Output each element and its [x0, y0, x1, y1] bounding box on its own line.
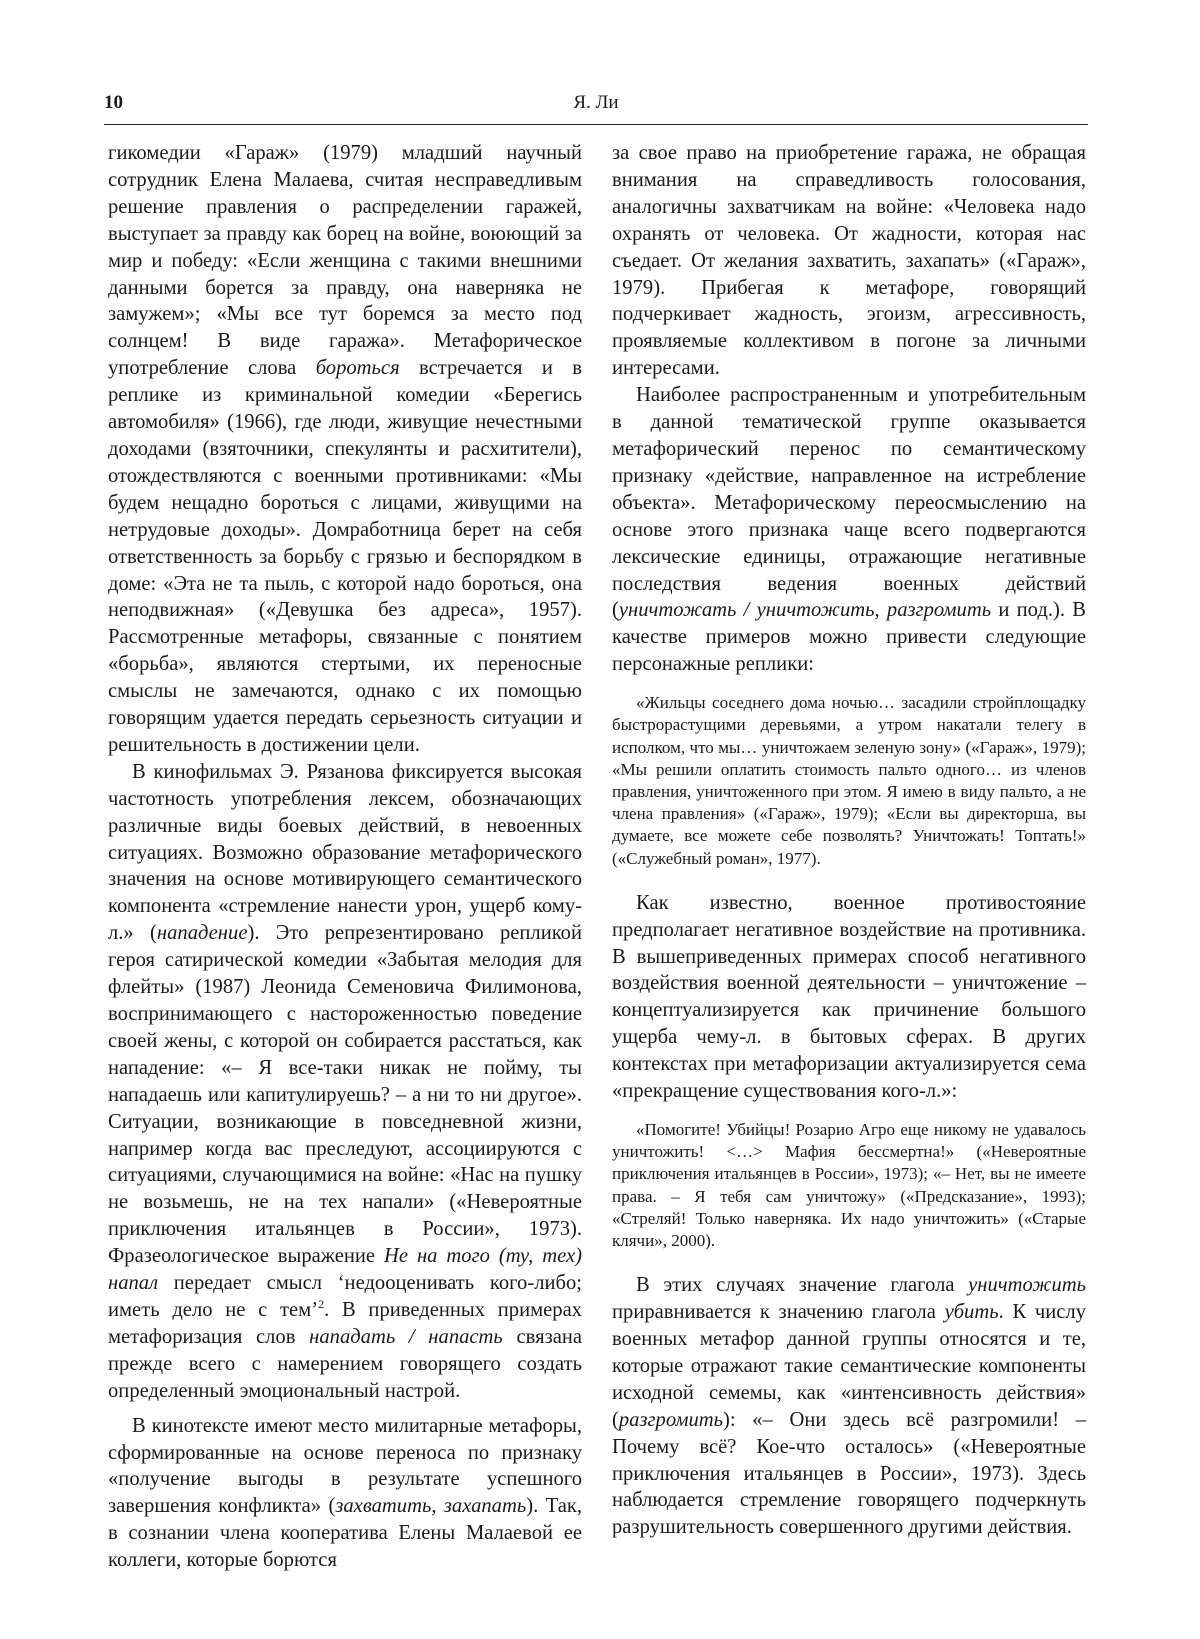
- left-column: [108, 140, 582, 1574]
- italic-term: нападать / напасть: [309, 1325, 503, 1348]
- page-header: [104, 92, 1088, 125]
- right-column: [612, 140, 1086, 1541]
- block-quote: «Помогите! Убийцы! Розарио Агро еще никому не удавалось уничтожить! <…> Мафия бессмертна!» («Невероятные приключения итальянцев в России», 1973); «– Нет, вы не имеете права. – Я тебя сам уничтожу» («Предсказание», 1993); «Стреляй! Только наверняка. Их надо уничтожить» («Старые клячи», 2000).: [612, 1120, 1086, 1251]
- italic-term: бороться: [315, 357, 400, 380]
- paragraph: В кинотексте имеют место милитарные метафоры, сформированные на основе переноса по признаку «получение выгоды в результате успешного завершения конфликта» (захватить, захапать). Так, в сознании члена кооператива Елены Малаевой ее коллеги, которые борются: [108, 1414, 582, 1572]
- paragraph: В этих случаях значение глагола уничтожить приравнивается к значению глагола убить. К числу военных метафор данной группы относятся и те, которые отражают такие семантические компоненты исходной семемы, как «интенсивность действия» (разгромить): «– Они здесь всё разгромили! – Почему всё? Кое-что осталось» («Невероятные приключения итальянцев в России», 1973). Здесь наблюдается стремление говорящего подчеркнуть разрушительность совершенного другими действия.: [612, 1274, 1086, 1539]
- italic-term: нападение: [156, 922, 248, 945]
- paragraph: В кинофильмах Э. Рязанова фиксируется высокая частотность употребления лексем, обозначающих различные виды боевых действий, в невоенных ситуациях. Возможно образование метафорического значения на основе мотивирующего семантического компонента «стремление нанести урон, ущерб кому-л.» (нападение). Это репрезентировано репликой героя сатирической комедии «Забытая мелодия для флейты» (1987) Леонида Семеновича Филимонова, воспринимающего с настороженностью поведение своей жены, с которой он собирается расстаться, как нападение: «– Я все-таки никак не пойму, ты нападаешь или капитулируешь? – а ни то ни другое». Ситуации, возникающие в повседневной жизни, например когда вас преследуют, ассоциируются с ситуациями, случающимися на войне: «Нас на пушку не возьмешь, не на тех напали» («Невероятные приключения итальянцев в России», 1973). Фразеологическое выражение Не на того (ту, тех) напал передает смысл ‘недооценивать кого-либо; иметь дело не с тем’$^2$. В приведенных примерах метафоризация слов нападать / напасть связана прежде всего с намерением говорящего создать определенный эмоциональный настрой.: [108, 760, 583, 1402]
- running-head-author: Я. Ли: [573, 92, 619, 113]
- italic-term: уничтожать / уничтожить, разгромить: [618, 599, 992, 622]
- block-quote: «Жильцы соседнего дома ночью… засадили стройплощадку быстрорастущими деревьями, а утром накатали телегу в исполком, что мы… уничтожаем зеленую зону» («Гараж», 1979); «Мы решили оплатить стоимость пальто одного… из членов правления, уничтоженного при этом. Я имею в виду пальто, а не члена правления» («Гараж», 1979); «Если вы директорша, вы думаете, все можете себе позволять? Уничтожать! Топтать!» («Служебный роман», 1977).: [612, 693, 1086, 868]
- paragraph: Наиболее распространенным и употребительным в данной тематической группе оказывается метафорический перенос по семантическому признаку «действие, направленное на истребление объекта». Метафорическому переосмыслению на основе этого признака чаще всего подвергаются лексические единицы, отражающие негативные последствия ведения военных действий (уничтожать / уничтожить, разгромить и под.). В качестве примеров можно привести следующие персонажные реплики:: [612, 384, 1086, 676]
- italic-term: убить: [944, 1301, 999, 1324]
- paragraph: Как известно, военное противостояние предполагает негативное воздействие на противника. В вышеприведенных примерах способ негативного воздействия военной деятельности – уничтожение – концептуализируется как причинение большого ущерба чему-л. в бытовых сферах. В других контекстах при метафоризации актуализируется сема «прекращение существования кого-л.»:: [612, 891, 1086, 1103]
- paragraph: за свое право на приобретение гаража, не обращая внимания на справедливость голосования, аналогичны захватчикам на войне: «Человека надо охранять от человека. От жадности, которая нас съедает. От желания захватить, захапать» («Гараж», 1979). Прибегая к метафоре, говорящий подчеркивает жадность, эгоизм, агрессивность, проявляемые коллективом в погоне за личными интересами.: [612, 142, 1086, 380]
- italic-term: уничтожить: [968, 1274, 1086, 1297]
- paragraph: гикомедии «Гараж» (1979) младший научный сотрудник Елена Малаева, считая несправедливым решение правления о распределении гаражей, выступает за правду как борец на войне, воюющий за мир и победу: «Если женщина с такими внешними данными борется за правду, она наверняка не замужем»; «Мы все тут боремся за место под солнцем! В виде гаража». Метафорическое употребление слова бороться встречается и в реплике из криминальной комедии «Берегись автомобиля» (1966), где люди, живущие нечестными доходами (взяточники, спекулянты и расхитители), отождествляются с военными противниками: «Мы будем нещадно бороться с лицами, живущими на нетрудовые доходы». Домработница берет на себя ответственность за борьбу с грязью и беспорядком в доме: «Эта не та пыль, с которой надо бороться, она неподвижная» («Девушка без адреса», 1957). Рассмотренные метафоры, связанные с понятием «борьба», являются стертыми, их переносные смыслы не замечаются, однако с их помощью говорящим удается передать серьезность ситуации и решительность в достижении цели.: [108, 142, 582, 756]
- footnote-marker: 2: [318, 1297, 325, 1312]
- italic-term: захватить, захапать: [335, 1495, 527, 1518]
- italic-term: разгромить: [618, 1408, 724, 1431]
- italic-term: Не на того (ту, тех) напал: [108, 1245, 582, 1295]
- page-number: 10: [104, 92, 123, 113]
